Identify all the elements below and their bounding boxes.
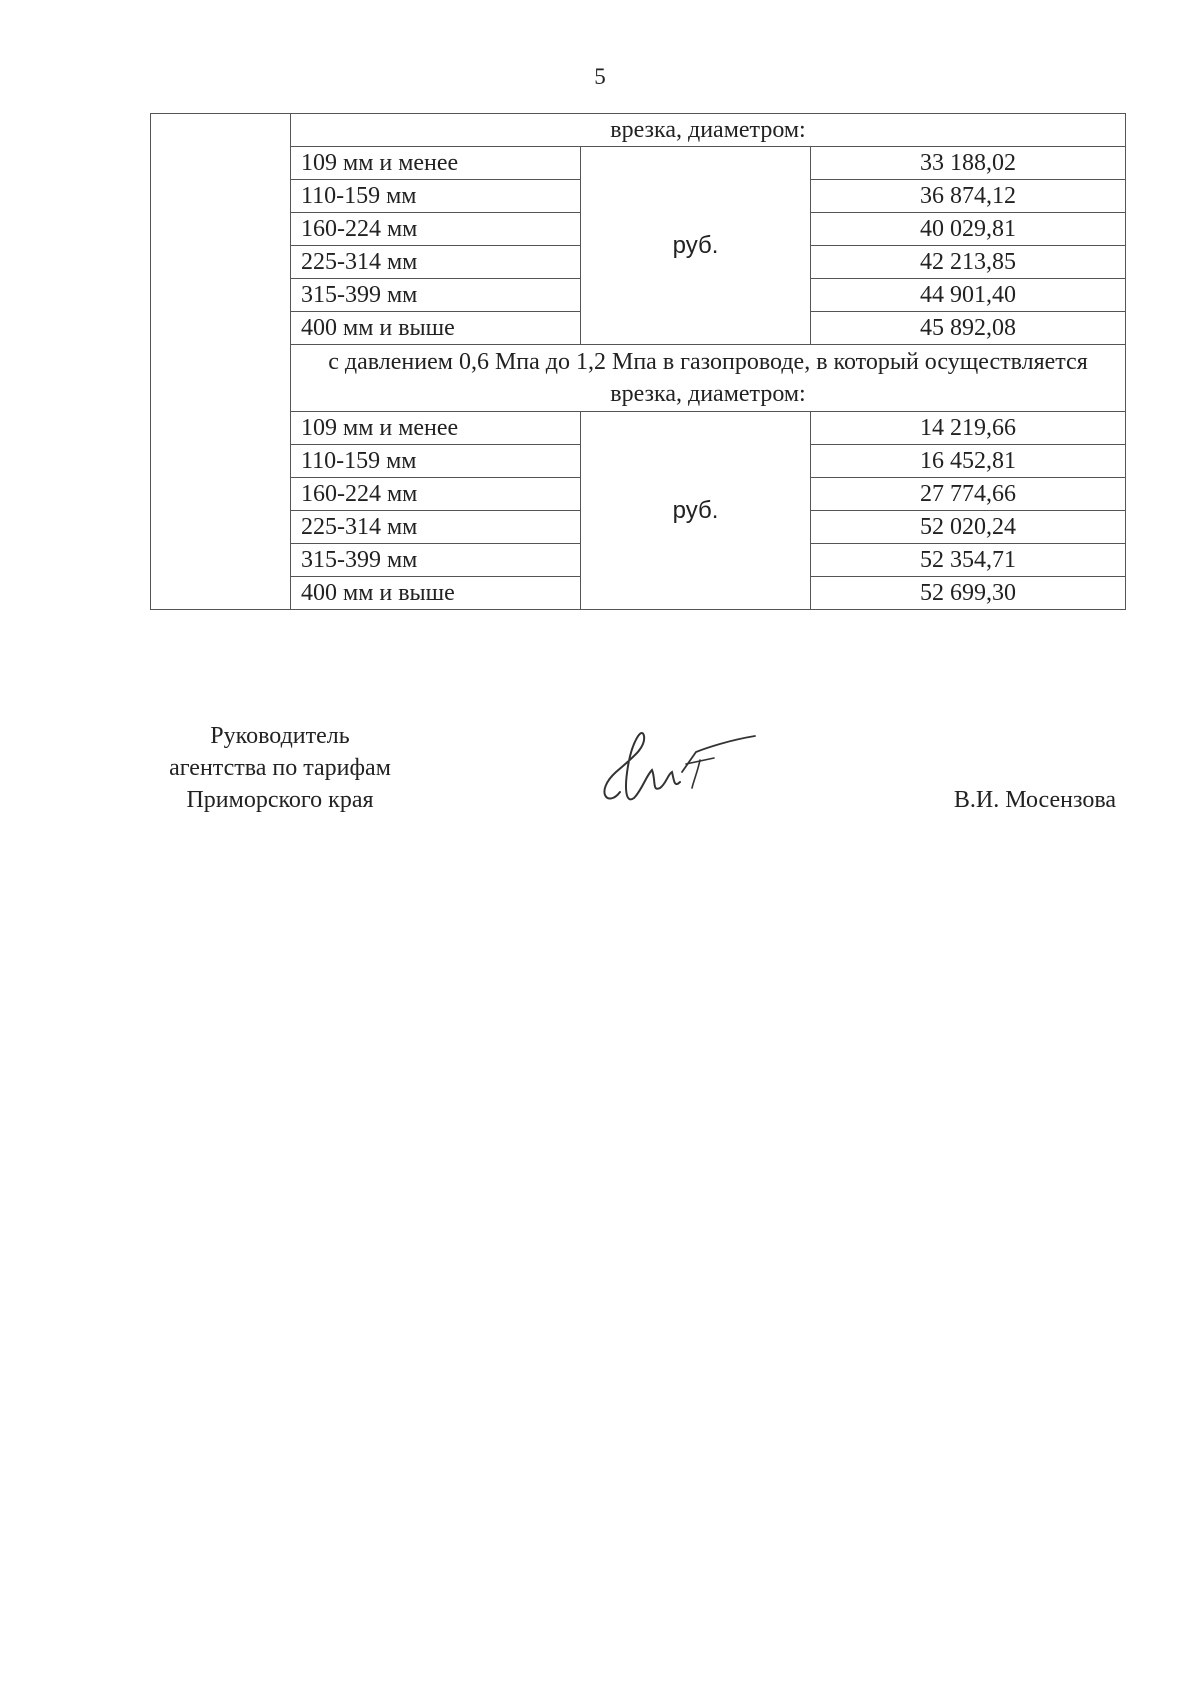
diameter-cell: 160-224 мм: [291, 213, 581, 246]
price-cell: 52 699,30: [811, 577, 1126, 610]
unit-cell: руб.: [581, 412, 811, 610]
signatory-title: [130, 720, 430, 816]
price-cell: 52 354,71: [811, 544, 1126, 577]
page-number: 5: [594, 64, 606, 89]
diameter-cell: 109 мм и менее: [291, 147, 581, 180]
price-cell: 16 452,81: [811, 445, 1126, 478]
signatory-title-line: Приморского края: [186, 787, 374, 813]
tariff-table-container: [150, 113, 1125, 610]
signatory-name: В.И. Мосензова: [953, 787, 1116, 813]
handwritten-signature: [590, 720, 760, 820]
price-cell: 40 029,81: [811, 213, 1126, 246]
blank-left-column: [151, 114, 291, 610]
diameter-cell: 160-224 мм: [291, 478, 581, 511]
section-header: с давлением 0,6 Мпа до 1,2 Мпа в газопроводе, в который осуществляется врезка, диаметром:: [291, 345, 1126, 412]
section-header: врезка, диаметром:: [291, 114, 1126, 147]
price-cell: 45 892,08: [811, 312, 1126, 345]
table-row: [151, 147, 1126, 180]
diameter-cell: 225-314 мм: [291, 246, 581, 279]
diameter-cell: 110-159 мм: [291, 445, 581, 478]
unit-cell: руб.: [581, 147, 811, 345]
tariff-table: [150, 113, 1126, 610]
table-row: [151, 412, 1126, 445]
price-cell: 44 901,40: [811, 279, 1126, 312]
diameter-cell: 110-159 мм: [291, 180, 581, 213]
diameter-cell: 225-314 мм: [291, 511, 581, 544]
diameter-cell: 400 мм и выше: [291, 312, 581, 345]
diameter-cell: 109 мм и менее: [291, 412, 581, 445]
price-cell: 27 774,66: [811, 478, 1126, 511]
price-cell: 52 020,24: [811, 511, 1126, 544]
signatory-title-line: Руководитель: [210, 723, 350, 749]
diameter-cell: 400 мм и выше: [291, 577, 581, 610]
diameter-cell: 315-399 мм: [291, 279, 581, 312]
price-cell: 14 219,66: [811, 412, 1126, 445]
diameter-cell: 315-399 мм: [291, 544, 581, 577]
section-header-row: [151, 345, 1126, 412]
price-cell: 42 213,85: [811, 246, 1126, 279]
signatory-title-line: агентства по тарифам: [169, 755, 391, 781]
price-cell: 33 188,02: [811, 147, 1126, 180]
section-header-row: [151, 114, 1126, 147]
price-cell: 36 874,12: [811, 180, 1126, 213]
